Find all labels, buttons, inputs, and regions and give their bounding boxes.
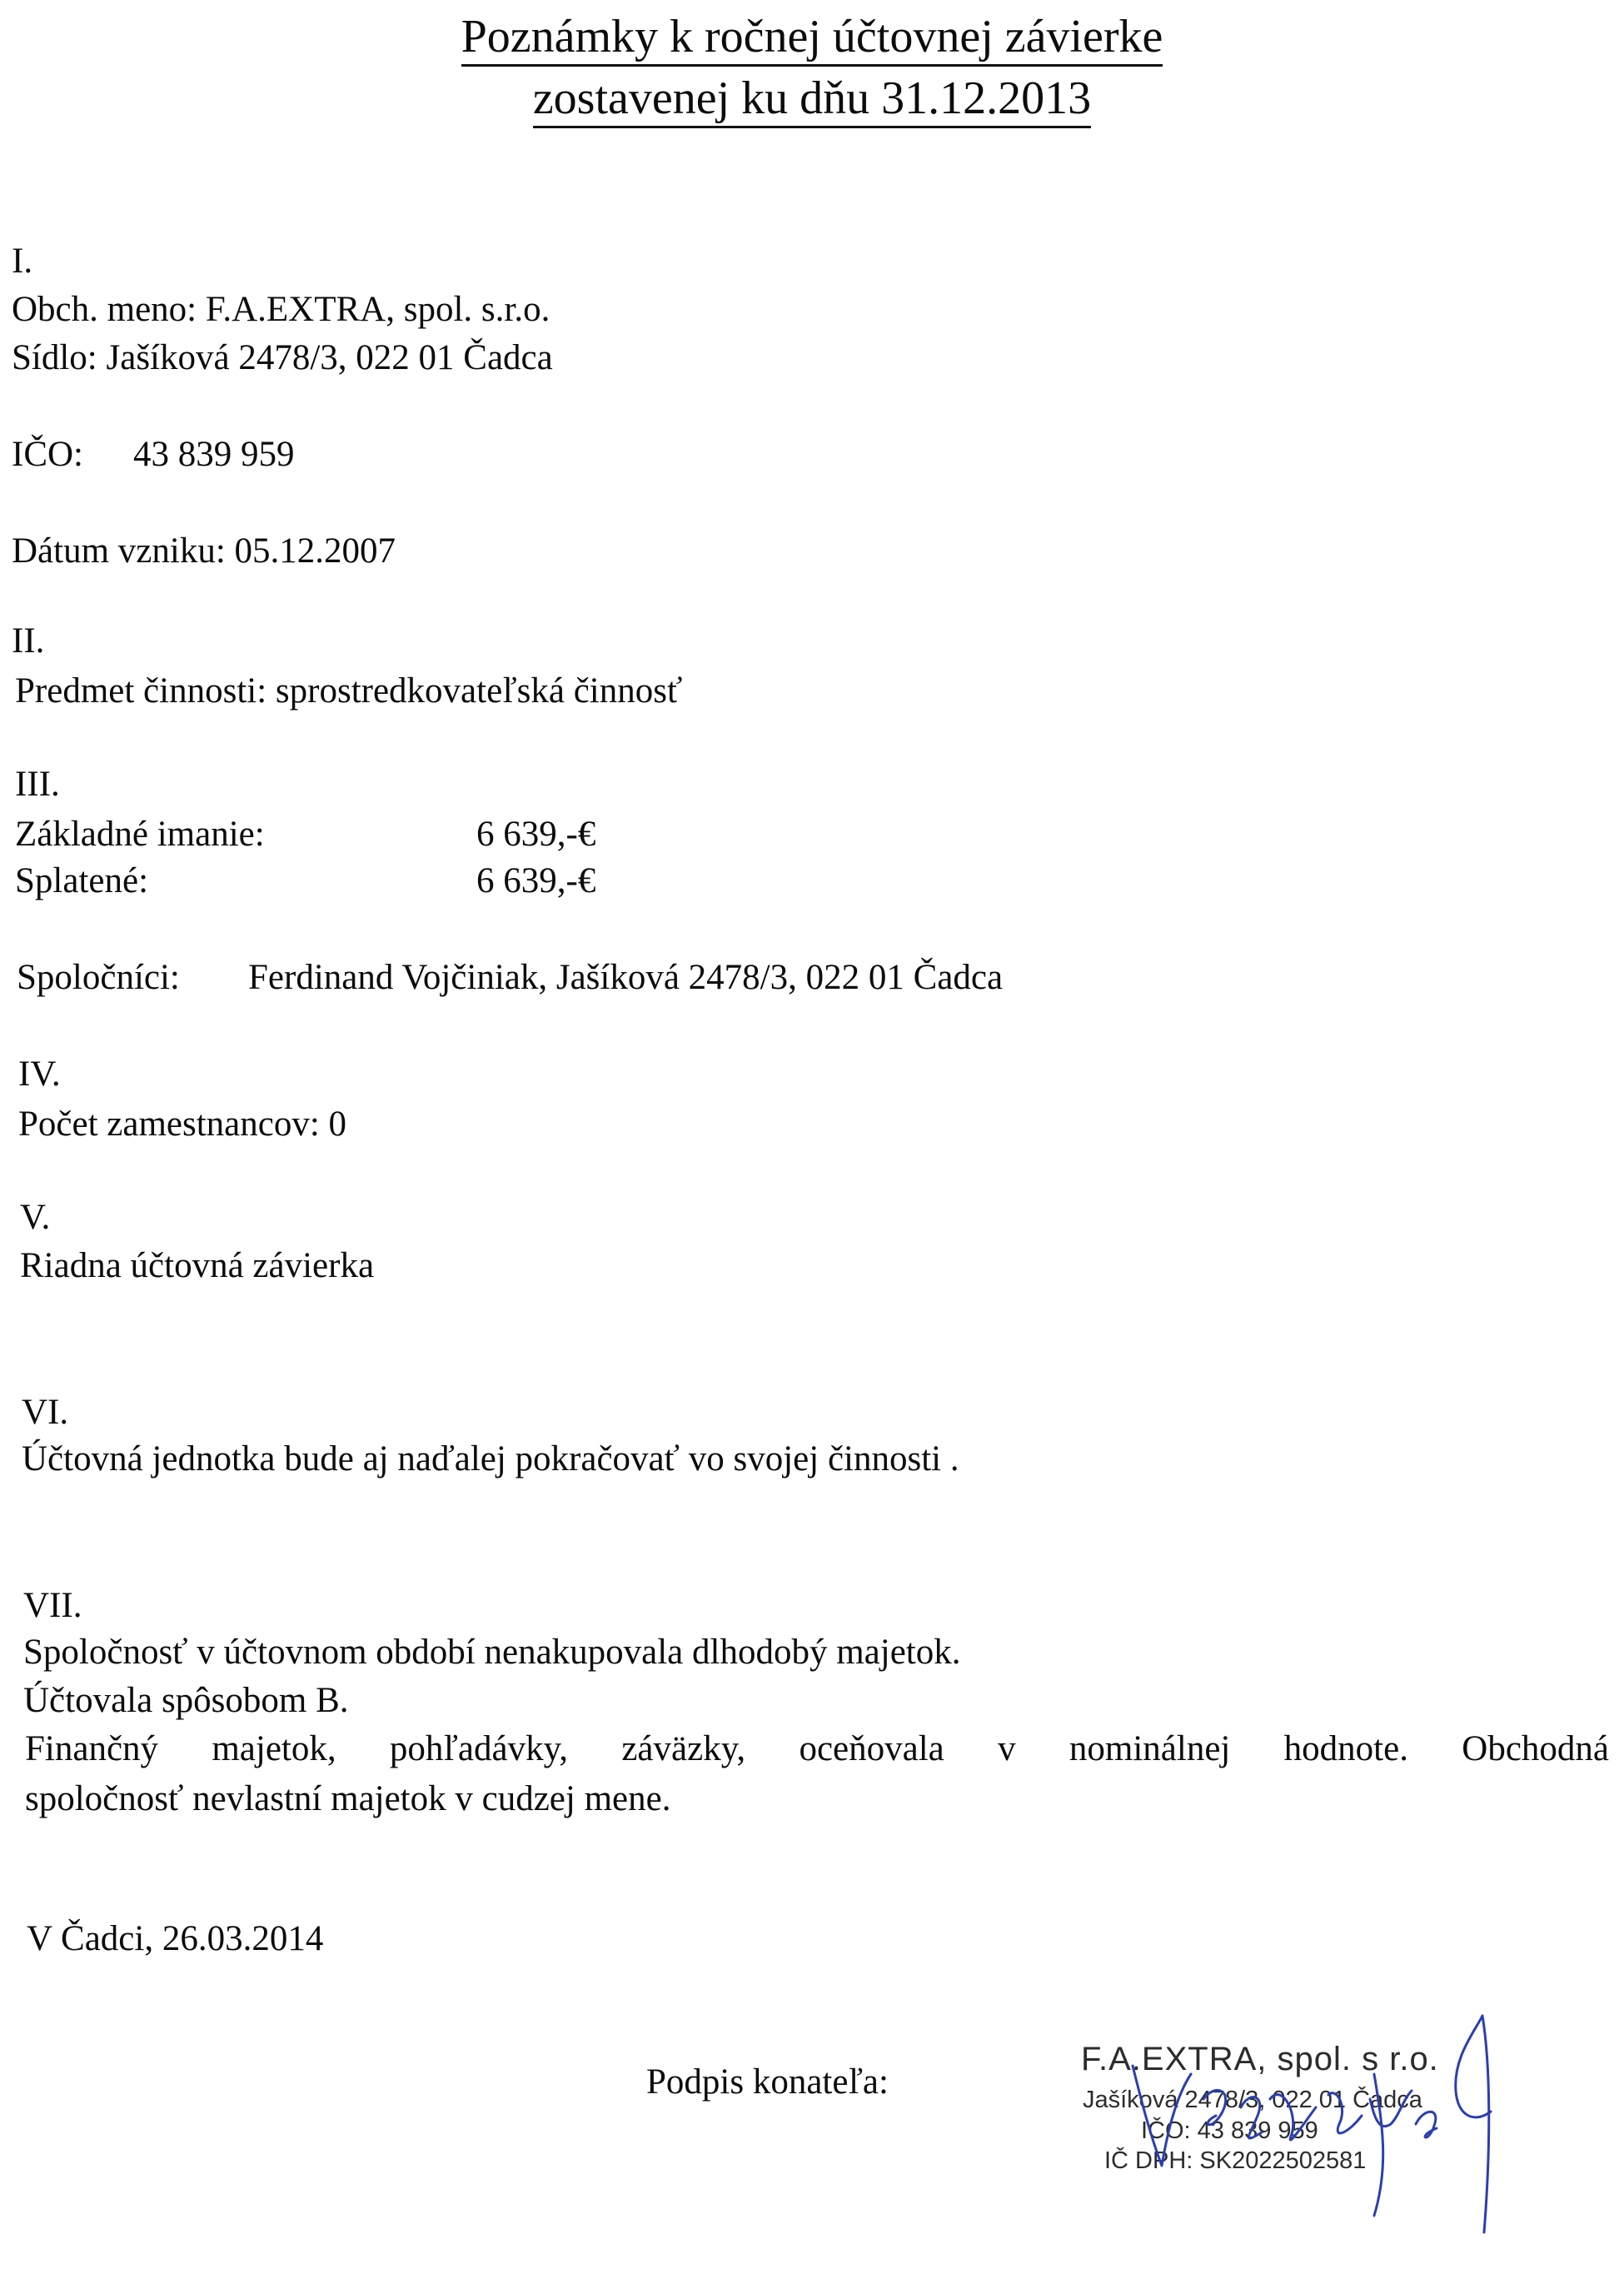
capital-value: 6 639,-€ xyxy=(476,815,596,854)
section7-heading: VII. xyxy=(23,1586,82,1625)
stamp-ico: IČO: 43 839 959 xyxy=(1141,2117,1318,2144)
signature-label: Podpis konateľa: xyxy=(646,2062,889,2102)
stamp-address: Jašíková 2478/3, 022 01 Čadca xyxy=(1083,2087,1422,2113)
section7-line1: Spoločnosť v účtovnom období nenakupovala dlhodobý majetok. xyxy=(23,1633,961,1672)
stamp-company-name: F.A.EXTRA, spol. s r.o. xyxy=(1081,2041,1439,2077)
section6-heading: VI. xyxy=(22,1393,69,1432)
paid-label: Splatené: xyxy=(15,861,149,900)
handwritten-signature xyxy=(1124,1999,1524,2249)
title-line2-text: zostavenej ku dňu 31.12.2013 xyxy=(533,72,1091,128)
document-title-line1 xyxy=(0,13,1624,60)
section7-line4: spoločnosť nevlastní majetok v cudzej mene. xyxy=(25,1779,671,1818)
partners-value: Ferdinand Vojčiniak, Jašíková 2478/3, 022 01 Čadca xyxy=(248,958,1004,997)
section7-line2: Účtovala spôsobom B. xyxy=(23,1681,349,1720)
employee-count: Počet zamestnancov: 0 xyxy=(18,1105,347,1144)
founding-date: Dátum vzniku: 05.12.2007 xyxy=(12,531,396,571)
section6-text: Účtovná jednotka bude aj naďalej pokračovať vo svojej činnosti . xyxy=(22,1439,959,1479)
partners-label: Spoločníci: xyxy=(17,958,180,997)
document-title-line2 xyxy=(0,72,1624,124)
place-and-date: V Čadci, 26.03.2014 xyxy=(27,1919,324,1958)
section1-heading: I. xyxy=(12,242,33,281)
section3-heading: III. xyxy=(15,765,60,804)
ico-value: 43 839 959 xyxy=(133,435,295,474)
paid-value: 6 639,-€ xyxy=(476,861,596,900)
section5-heading: V. xyxy=(20,1198,51,1237)
section4-heading: IV. xyxy=(18,1055,61,1094)
section2-heading: II. xyxy=(12,621,45,661)
title-line1-text: Poznámky k ročnej účtovnej závierke xyxy=(461,11,1163,67)
ico-label: IČO: xyxy=(12,435,83,474)
company-seat: Sídlo: Jašíková 2478/3, 022 01 Čadca xyxy=(12,338,553,377)
capital-label: Základné imanie: xyxy=(15,815,265,854)
stamp-vat-id: IČ DPH: SK2022502581 xyxy=(1104,2147,1367,2174)
business-activity: Predmet činnosti: sprostredkovateľská činnosť xyxy=(15,671,683,711)
section7-line3: Finančný majetok, pohľadávky, záväzky, oceňovala v nominálnej hodnote. Obchodná xyxy=(25,1729,1609,1768)
section5-text: Riadna účtovná závierka xyxy=(20,1246,375,1285)
company-name: Obch. meno: F.A.EXTRA, spol. s.r.o. xyxy=(12,290,550,329)
